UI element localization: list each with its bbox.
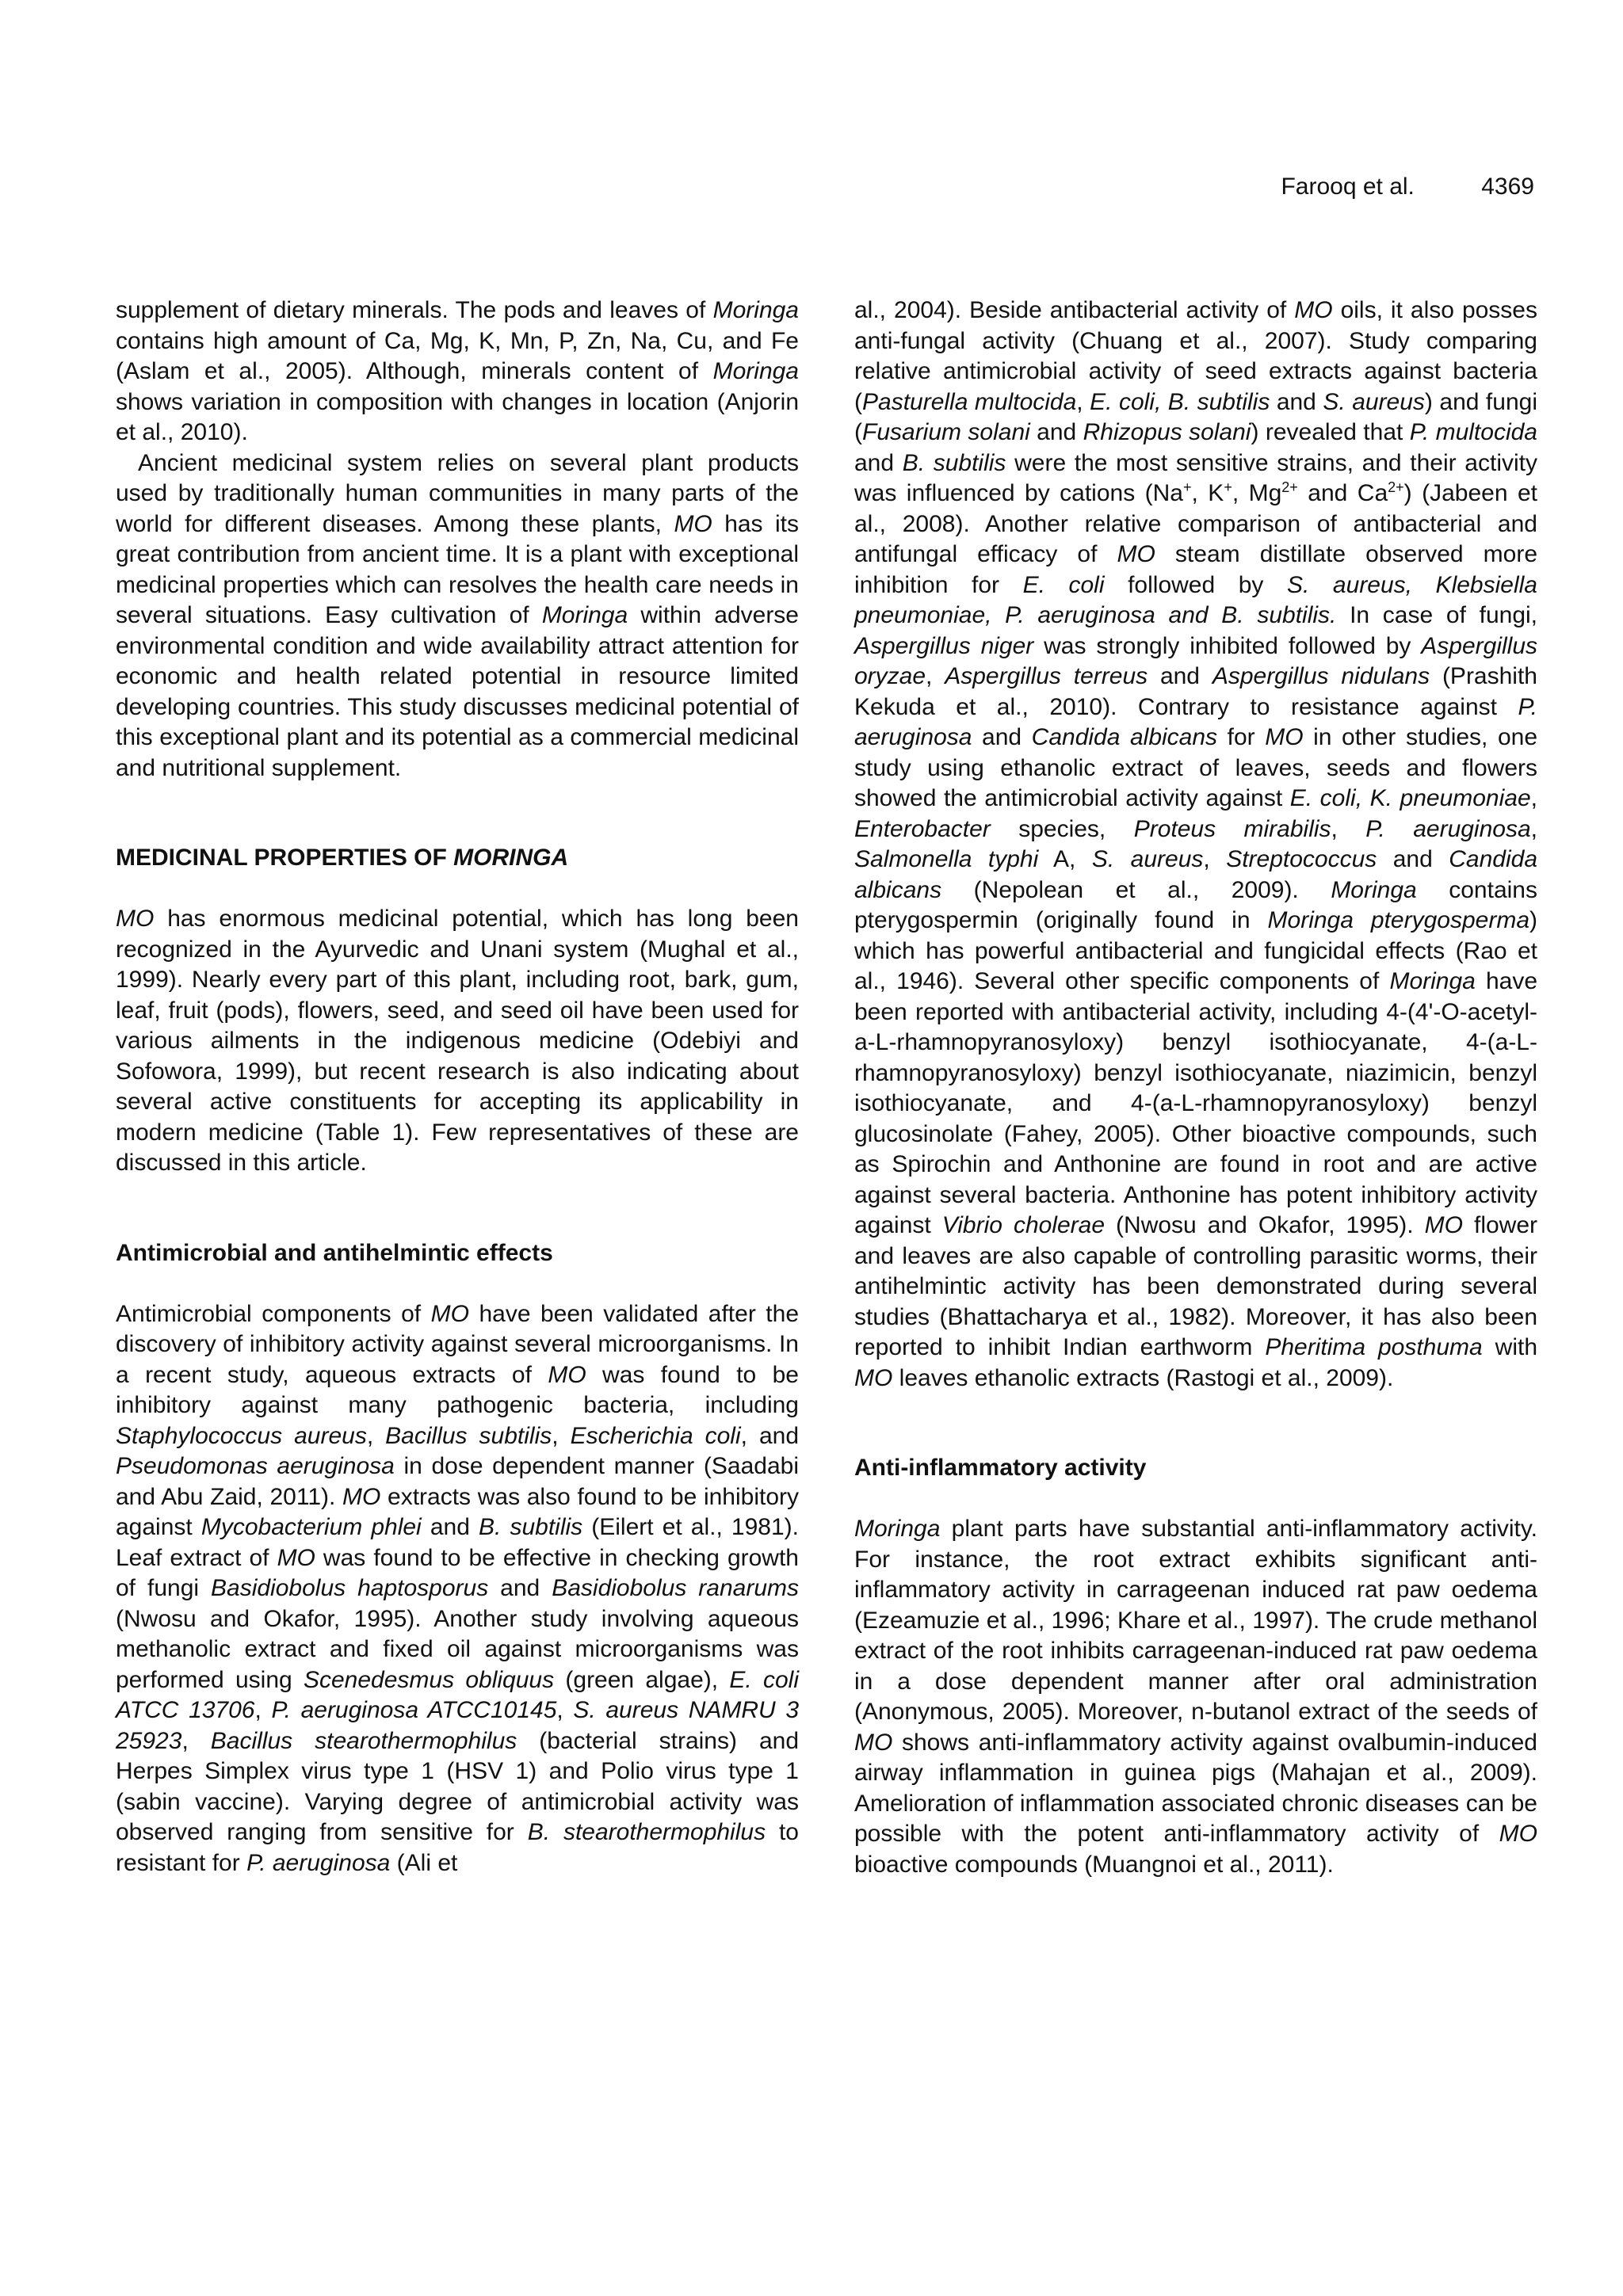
page-number: 4369 xyxy=(1481,174,1534,200)
right-column xyxy=(854,296,1537,1880)
paragraph: Antimicrobial components of MO have been validated after the discovery of inhibitory activity against several microorganisms. In a recent study, aqueous extracts of MO was found to be inhibitory against many pathogenic bacteria, including Staphylococcus aureus, Bacillus subtilis, Escherichia coli, and Pseudomonas aeruginosa in dose dependent manner (Saadabi and Abu Zaid, 2011). MO extracts was also found to be inhibitory against Mycobacterium phlei and B. subtilis (Eilert et al., 1981). Leaf extract of MO was found to be effective in checking growth of fungi Basidiobolus haptosporus and Basidiobolus ranarums (Nwosu and Okafor, 1995). Another study involving aqueous methanolic extract and fixed oil against microorganisms was performed using Scenedesmus obliquus (green algae), E. coli ATCC 13706, P. aeruginosa ATCC10145, S. aureus NAMRU 3 25923, Bacillus stearothermophilus (bacterial strains) and Herpes Simplex virus type 1 (HSV 1) and Polio virus type 1 (sabin vaccine). Varying degree of antimicrobial activity was observed ranging from sensitive for B. stearothermophilus to resistant for P. aeruginosa (Ali et xyxy=(116,1300,800,1876)
section-heading: MEDICINAL PROPERTIES OF MORINGA xyxy=(116,845,569,871)
header-authors: Farooq et al. xyxy=(1281,174,1415,200)
paragraph: Ancient medicinal system relies on several plant products used by traditionally human communities in many parts of the world for different diseases. Among these plants, MO has its great contribution from ancient time. It is a plant with exceptional medicinal properties which can resolves the health care needs in several situations. Easy cultivation of Moringa within adverse environmental condition and wide availability attract attention for economic and health related potential in resource limited developing countries. This study discusses medicinal potential of this exceptional plant and its potential as a commercial medicinal and nutritional supplement. xyxy=(116,449,799,781)
paragraph: supplement of dietary minerals. The pods and leaves of Moringa contains high amount of Ca, Mg, K, Mn, P, Zn, Na, Cu, and Fe (Aslam et al., 2005). Although, minerals content of Moringa shows variation in composition with changes in location (Anjorin et al., 2010). xyxy=(116,297,799,445)
left-column xyxy=(116,296,799,1878)
subsection-heading: Anti-inflammatory activity xyxy=(854,1455,1147,1481)
paragraph: Moringa plant parts have substantial anti-inflammatory activity. For instance, the root extract exhibits significant anti-inflammatory activity in carrageenan induced rat paw oedema (Ezeamuzie et al., 1996; Khare et al., 1997). The crude methanol extract of the root inhibits carrageenan-induced rat paw oedema in a dose dependent manner after oral administration (Anonymous, 2005). Moreover, n-butanol extract of the seeds of MO shows anti-inflammatory activity against ovalbumin-induced airway inflammation in guinea pigs (Mahajan et al., 2009). Amelioration of inflammation associated chronic diseases can be possible with the potent anti-inflammatory activity of MO bioactive compounds (Muangnoi et al., 2011). xyxy=(854,1516,1537,1878)
running-header xyxy=(1281,173,1534,201)
subsection-heading: Antimicrobial and antihelmintic effects xyxy=(116,1239,553,1266)
paragraph: al., 2004). Beside antibacterial activity of MO oils, it also posses anti-fungal activity (Chuang et al., 2007). Study comparing relative antimicrobial activity of seed extracts against bacteria (Pasturella multocida, E. coli, B. subtilis and S. aureus) and fungi (Fusarium solani and Rhizopus solani) revealed that P. multocida and B. subtilis were the most sensitive strains, and their activity was influenced by cations (Na+, K+, $Mg^{2+}$ and $Ca^{2+}$) (Jabeen et al., 2008). Another relative comparison of antibacterial and antifungal efficacy of MO steam distillate observed more inhibition for E. coli followed by S. aureus, Klebsiella pneumoniae, P. aeruginosa and B. subtilis. In case of fungi, Aspergillus niger was strongly inhibited followed by Aspergillus oryzae, Aspergillus terreus and Aspergillus nidulans (Prashith Kekuda et al., 2010). Contrary to resistance against P. aeruginosa and Candida albicans for MO in other studies, one study using ethanolic extract of leaves, seeds and flowers showed the antimicrobial activity against E. coli, K. pneumoniae, Enterobacter species, Proteus mirabilis, P. aeruginosa, Salmonella typhi A, S. aureus, Streptococcus and Candida albicans (Nepolean et al., 2009). Moringa contains pterygospermin (originally found in Moringa pterygosperma) which has powerful antibacterial and fungicidal effects (Rao et al., 1946). Several other specific components of Moringa have been reported with antibacterial activity, including 4-(4'-O-acetyl-a-L-rhamnopyranosyloxy) benzyl isothiocyanate, 4-(a-L-rhamnopyranosyloxy) benzyl isothiocyanate, niazimicin, benzyl isothiocyanate, and 4-(a-L-rhamnopyranosyloxy) benzyl glucosinolate (Fahey, 2005). Other bioactive compounds, such as Spirochin and Anthonine are found in root and are active against several bacteria. Anthonine has potent inhibitory activity against Vibrio cholerae (Nwosu and Okafor, 1995). MO flower and leaves are also capable of controlling parasitic worms, their antihelmintic activity has been demonstrated during several studies (Bhattacharya et al., 1982). Moreover, it has also been reported to inhibit Indian earthworm Pheritima posthuma with MO leaves ethanolic extracts (Rastogi et al., 2009). xyxy=(854,297,1538,1391)
paragraph: MO has enormous medicinal potential, which has long been recognized in the Ayurvedic and Unani system (Mughal et al., 1999). Nearly every part of this plant, including root, bark, gum, leaf, fruit (pods), flowers, seed, and seed oil have been used for various ailments in the indigenous medicine (Odebiyi and Sofowora, 1999), but recent research is also indicating about several active constituents for accepting its applicability in modern medicine (Table 1). Few representatives of these are discussed in this article. xyxy=(116,906,799,1176)
